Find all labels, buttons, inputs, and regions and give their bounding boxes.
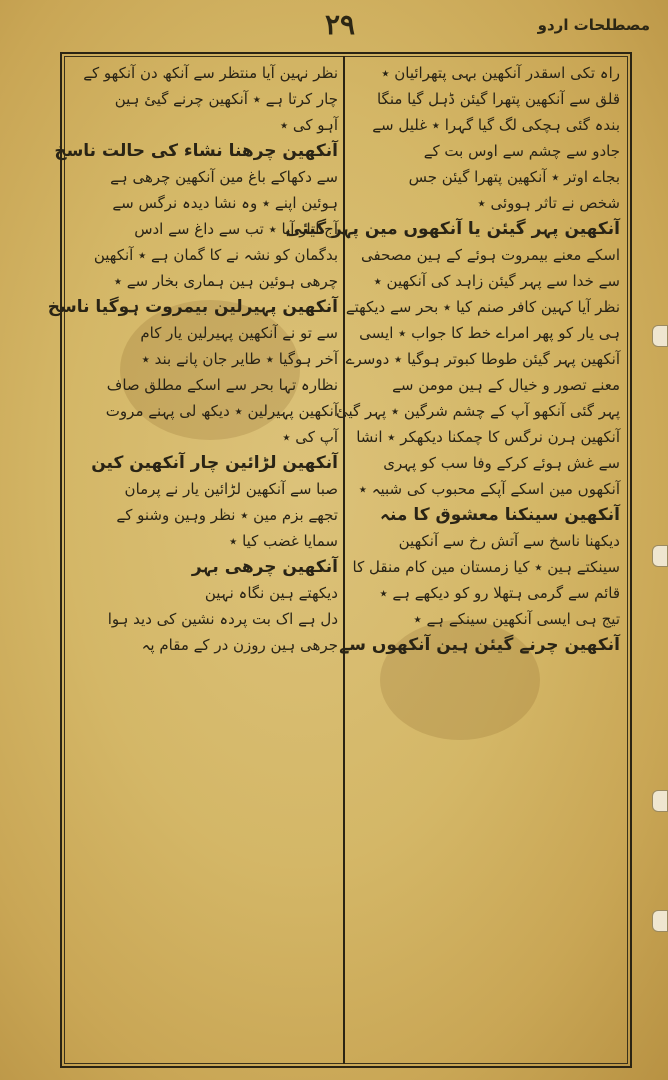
text-line: بدگمان کو نشہ نے کا گمان ہے ٭ آنکھین: [93, 246, 338, 264]
text-line: ہوئین اپنے ٭ وہ نشا دیدہ نرگس سے: [112, 194, 338, 212]
entry-heading: آنکھین سینکنا معشوق کا منہ: [379, 505, 620, 525]
text-line: سمایا غضب کیا ٭: [229, 532, 338, 550]
running-title: مصطلحات اردو: [537, 16, 650, 34]
text-line: ہی یار کو پھر امراے خط کا جواب ٭ ایسی: [359, 324, 620, 342]
text-line: آہو کی ٭: [279, 116, 338, 134]
text-line: نظارہ تہا بحر سے اسکے مطلق صاف: [106, 376, 338, 394]
entry-heading: آنکھین لڑائین چار آنکھین کین: [91, 453, 338, 473]
text-line: چرھی ہوئین ہین ہماری بخار سے ٭: [113, 272, 338, 290]
page-header: [60, 8, 650, 48]
text-line: جادو سے چشم سے اوس بت کے: [423, 142, 620, 160]
binding-hole: [652, 790, 668, 812]
left-column: [47, 60, 338, 658]
binding-hole: [652, 910, 668, 932]
text-line: شخص نے تاثر ہووئی ٭: [477, 194, 620, 212]
text-line: پہر گئی آنکھو آپ کے چشم شرگین ٭ پہر گیئ: [336, 402, 620, 420]
entry-heading: آنکھین چرھی بہر: [191, 557, 338, 577]
text-line: چار کرتا ہے ٭ آنکھین چرنے گیئ ہین: [114, 90, 338, 108]
text-line: راہ تکی اسقدر آنکھین بہی پتھرائیان ٭: [381, 64, 620, 82]
text-line: بجاے اوتر ٭ آنکھین پتھرا گیئن جس: [408, 168, 620, 186]
entry-heading: آنکھین پہیرلین بیمروت ہوگیا ناسخ: [47, 297, 338, 317]
text-line: آنکھین پہیرلین ٭ دیکھ لی پہنے مروت: [105, 402, 338, 420]
column-divider: [343, 56, 345, 1064]
text-line: بندہ گئی ہچکی لگ گیا گہرا ٭ غلیل سے: [372, 116, 620, 134]
text-line: سے تو نے آنکھین پہیرلین یار کام: [140, 324, 338, 342]
text-line: اسکے معنے بیمروت ہوئے کے ہین مصحفی: [361, 246, 620, 264]
text-line: آنکھین ہرن نرگس کا چمکنا دیکھکر ٭ انشا: [356, 428, 620, 446]
text-line: تیج ہی ایسی آنکھین سینکے ہے ٭: [413, 610, 620, 628]
text-line: معنے تصور و خیال کے ہین مومن سے: [392, 376, 620, 394]
text-line: صبا سے آنکھین لڑائین یار نے پرمان: [124, 480, 338, 498]
text-line: نظر نہین آیا منتظر سے آنکھ دن آنکھو کے: [83, 64, 338, 82]
binding-hole: [652, 325, 668, 347]
text-line: آخر ہوگیا ٭ طایر جان پانے بند ٭: [141, 350, 338, 368]
page-number: ۲۹: [325, 8, 356, 41]
text-line: نظر آیا کہین کافر صنم کیا ٭ بحر سے دیکھتے: [345, 298, 620, 316]
text-line: سے خدا سے پہر گیئن زاہد کی آنکھین ٭: [373, 272, 620, 290]
binding-hole: [652, 545, 668, 567]
text-line: دیکھتے ہین نگاہ نہین: [204, 584, 338, 602]
text-line: سے غش ہوئے کرکے وفا سب کو پہری: [383, 454, 620, 472]
text-line: سینکتے ہین ٭ کیا زمستان مین کام منقل کا: [352, 558, 620, 576]
text-line: آنکھین پہر گیئن طوطا کبوتر ہوگیا ٭ دوسرے: [345, 350, 620, 368]
text-line: آنکھوں مین اسکے آپکے محبوب کی شبیہ ٭: [358, 480, 620, 498]
entry-heading: آنکھین چرنے گیئن ہین آنکھوں سے: [339, 635, 620, 655]
entry-heading: آنکھین چرھنا نشاء کی حالت ناسخ: [54, 141, 338, 161]
text-line: قلق سے آنکھین پتھرا گیئن ڈہل گیا منگا: [376, 90, 620, 108]
text-line: آج اتار آیا ٭ تب سے داغ سے ادس: [134, 220, 338, 238]
text-line: آپ کی ٭: [282, 428, 338, 446]
text-line: تجھے بزم مین ٭ نظر وہین وشنو کے: [116, 506, 338, 524]
entry-heading: آنکھین پہر گیئن یا آنکھوں مین پہر گیئی: [285, 219, 620, 239]
text-line: دل ہے اک بت پردہ نشین کی دید ہوا: [107, 610, 338, 628]
text-line: دیکھنا ناسخ سے آتش رخ سے آنکھین: [398, 532, 620, 550]
text-line: سے دکھاکے باغ مین آنکھین چرھی ہے: [110, 168, 338, 186]
text-line: جرھی ہین روزن در کے مقام پہ: [141, 636, 338, 654]
text-line: قائم سے گرمی ہتھلا رو کو دیکھے ہے ٭: [379, 584, 620, 602]
